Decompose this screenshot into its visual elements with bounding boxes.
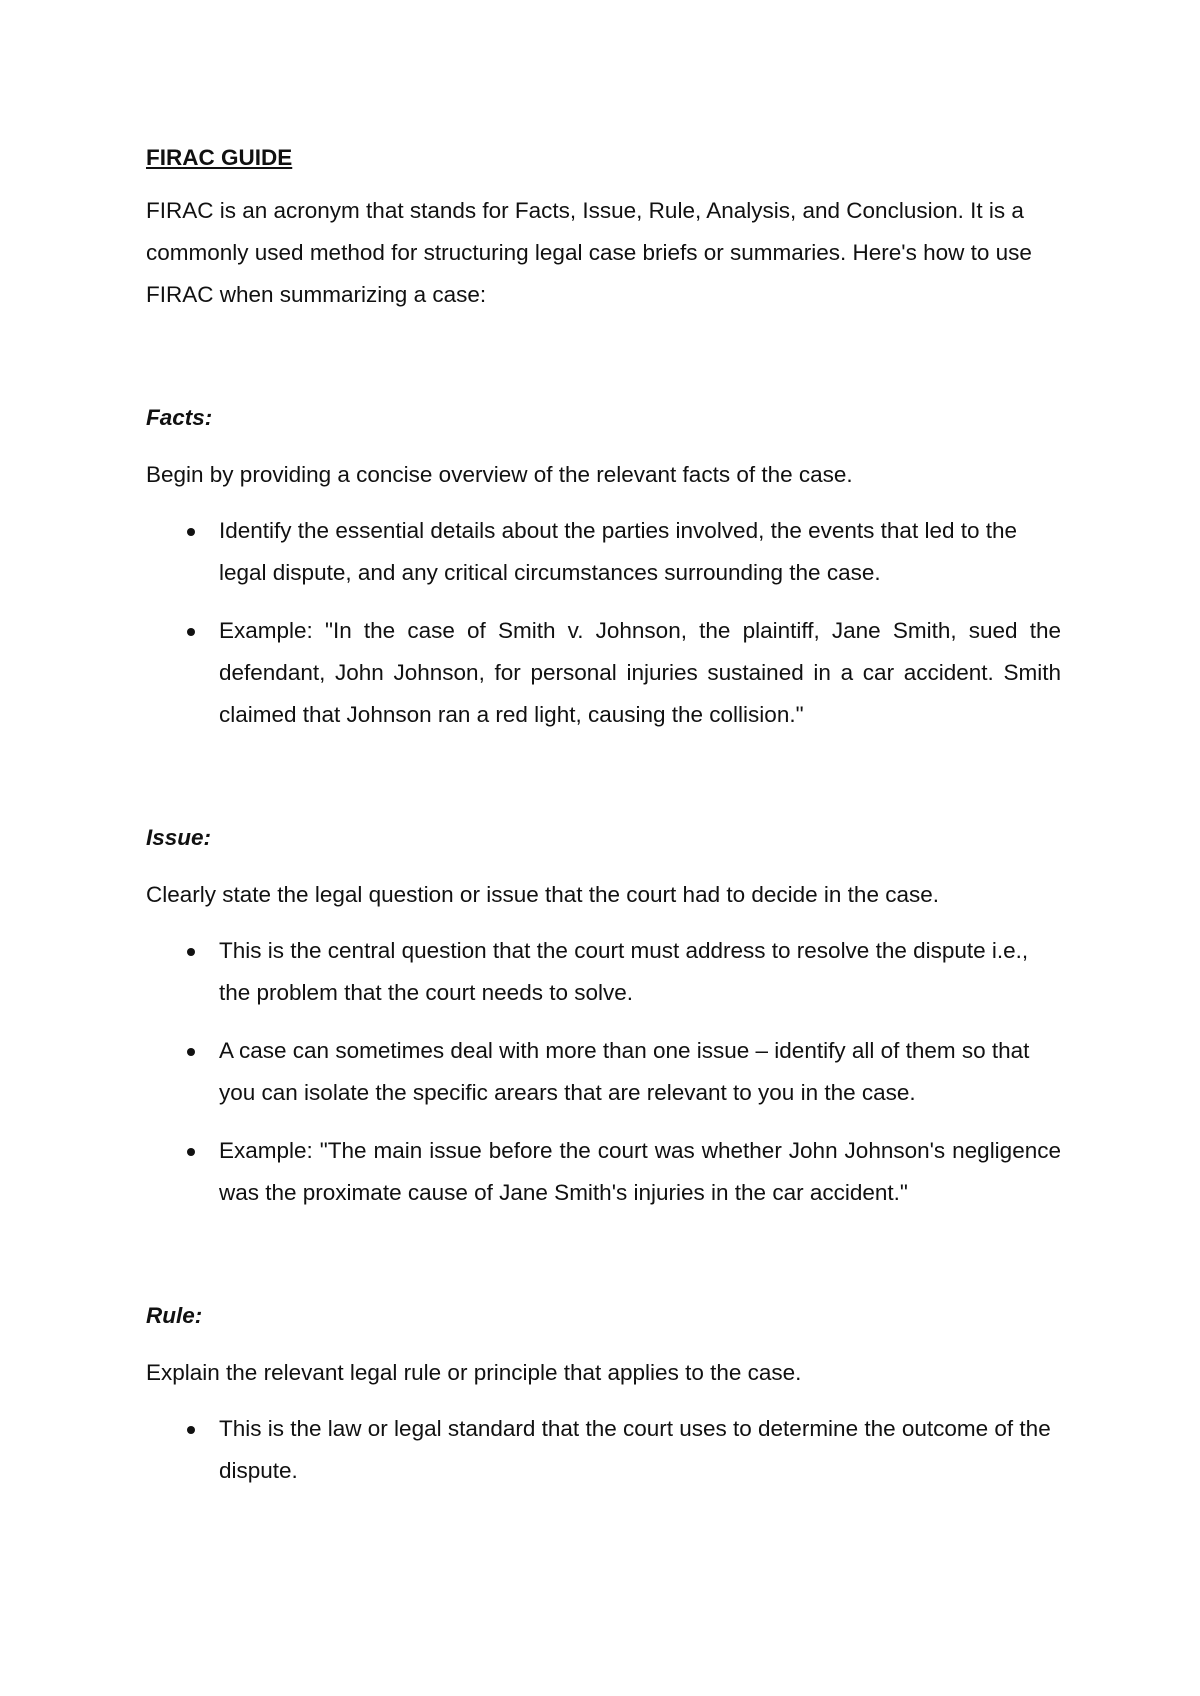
bullet-text: Identify the essential details about the parties involved, the events that led to the legal dispute, and any critical circumstances surrounding the case. [219, 518, 1018, 585]
bullet-text: A case can sometimes deal with more than one issue – identify all of them so that you can isolate the specific arears that are relevant to you in the case. [219, 1038, 1030, 1105]
intro-paragraph: FIRAC is an acronym that stands for Facts, Issue, Rule, Analysis, and Conclusion. It is a commonly used method for structuring legal case briefs or summaries. Here's how to use FIRAC when summarizing a case: [146, 198, 1032, 307]
bullet-text: This is the central question that the court must address to resolve the dispute i.e., the problem that the court needs to solve. [219, 938, 1029, 1005]
bullet-icon [187, 1426, 195, 1434]
bullet-text: This is the law or legal standard that the court uses to determine the outcome of the dispute. [219, 1416, 1051, 1483]
facts-heading: Facts: [146, 405, 213, 430]
facts-bullet-list [146, 510, 1061, 736]
list-item [146, 510, 1061, 594]
bullet-icon [187, 628, 195, 636]
list-item [146, 610, 1061, 736]
list-item [146, 1408, 1061, 1492]
facts-section [146, 402, 1061, 736]
list-item [146, 1030, 1061, 1114]
list-item [146, 930, 1061, 1014]
document-title: FIRAC GUIDE [146, 145, 293, 170]
bullet-icon [187, 1048, 195, 1056]
bullet-icon [187, 1148, 195, 1156]
issue-lead: Clearly state the legal question or issue that the court had to decide in the case. [146, 882, 939, 907]
list-item [146, 1130, 1061, 1214]
rule-lead: Explain the relevant legal rule or principle that applies to the case. [146, 1360, 802, 1385]
rule-section [146, 1300, 1061, 1492]
document-body [146, 142, 1061, 1492]
rule-bullet-list [146, 1408, 1061, 1492]
bullet-icon [187, 948, 195, 956]
rule-heading: Rule: [146, 1303, 203, 1328]
bullet-icon [187, 528, 195, 536]
facts-lead: Begin by providing a concise overview of the relevant facts of the case. [146, 462, 853, 487]
bullet-text: Example: "In the case of Smith v. Johnson, the plaintiff, Jane Smith, sued the defendant, John Johnson, for personal injuries sustained in a car accident. Smith claimed that Johnson ran a red light, causing the collision." [219, 618, 1061, 727]
issue-section [146, 822, 1061, 1214]
bullet-text: Example: "The main issue before the court was whether John Johnson's negligence was the proximate cause of Jane Smith's injuries in the car accident." [219, 1138, 1061, 1205]
issue-heading: Issue: [146, 825, 212, 850]
issue-bullet-list [146, 930, 1061, 1214]
